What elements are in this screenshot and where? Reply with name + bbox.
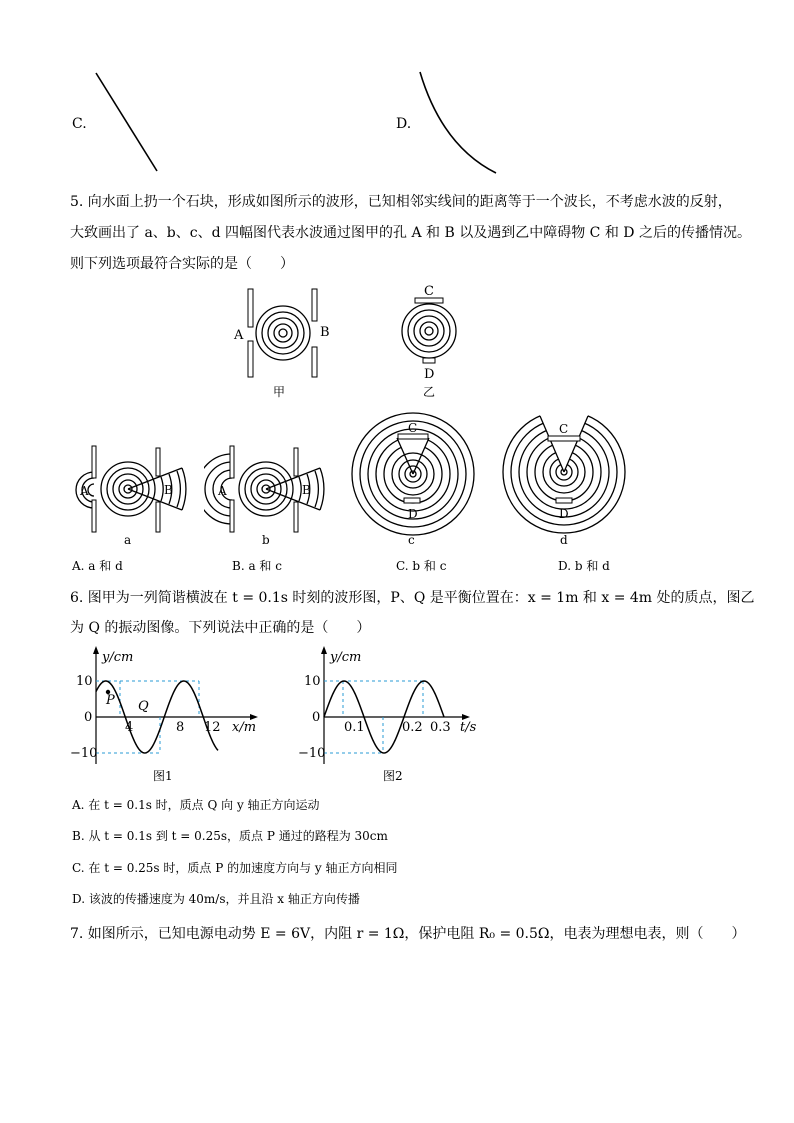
q5-option-b[interactable]: B. a 和 c: [232, 559, 282, 573]
graph1-label-q: Q: [138, 699, 149, 714]
graph2-ylabel: y/cm: [330, 650, 362, 665]
graph1-ytick-neg10: −10: [70, 746, 98, 761]
graph2-xtick-02: 0.2: [402, 720, 423, 735]
graph1-ytick-10: 10: [76, 674, 93, 689]
q5-option-d[interactable]: D. b 和 d: [558, 559, 610, 573]
q6-option-c[interactable]: C. 在 t = 0.25s 时，质点 P 的加速度方向与 y 轴正方向相同: [72, 861, 398, 875]
q6-graph2-caption: 图2: [383, 769, 403, 783]
q4-option-d-label: D.: [396, 116, 412, 132]
graph1-label-p: P: [106, 693, 115, 708]
q6-graph1-caption: 图1: [153, 769, 173, 783]
q5-figure-a: [66, 440, 194, 536]
q6-option-b[interactable]: B. 从 t = 0.1s 到 t = 0.25s，质点 P 通过的路程为 30cm: [72, 829, 388, 843]
q6-option-d[interactable]: D. 该波的传播速度为 40m/s，并且沿 x 轴正方向传播: [72, 892, 360, 906]
q5-stem-line1: 5. 向水面上扔一个石块，形成如图所示的波形，已知相邻实线间的距离等于一个波长，不考虑水波的反射，: [70, 194, 732, 210]
a-label-b: B: [164, 483, 173, 497]
q5-option-c[interactable]: C. b 和 c: [396, 559, 447, 573]
q5-figure-yi-caption: 乙: [423, 385, 436, 399]
c-label-c: C: [408, 421, 418, 435]
q5-stem-line2: 大致画出了 a、b、c、d 四幅图代表水波通过图甲的孔 A 和 B 以及遇到乙中障碍物 C 和 D 之后的传播情况。: [70, 225, 751, 241]
q5-figure-a-caption: a: [124, 533, 132, 547]
yi-label-c: C: [424, 284, 434, 299]
q5-figure-b-caption: b: [262, 533, 270, 547]
jia-label-b: B: [320, 325, 330, 340]
graph1-xtick-12: 12: [204, 720, 221, 735]
graph2-ytick-10: 10: [304, 674, 321, 689]
q6-stem-line2: 为 Q 的振动图像。下列说法中正确的是（ ）: [70, 620, 371, 636]
q6-stem-line1: 6. 图甲为一列简谐横波在 t = 0.1s 时刻的波形图，P、Q 是平衡位置在：x = 1m 和 x = 4m 处的质点，图乙: [70, 590, 755, 606]
q5-figure-yi: [392, 282, 472, 382]
jia-label-a: A: [234, 328, 244, 343]
graph2-xtick-01: 0.1: [344, 720, 365, 735]
q5-figure-d: [496, 408, 632, 542]
q4-option-c-line: [90, 68, 170, 178]
q5-figure-d-caption: d: [560, 533, 568, 547]
q5-figure-jia-caption: 甲: [273, 385, 286, 399]
q5-figure-b: [204, 440, 332, 536]
graph2-origin: 0: [312, 710, 321, 725]
graph2-ytick-neg10: −10: [298, 746, 326, 761]
a-label-a: A: [80, 484, 89, 498]
b-label-a: A: [218, 484, 227, 498]
graph1-origin: 0: [84, 710, 93, 725]
q5-figure-c: [346, 412, 480, 546]
graph1-ylabel: y/cm: [102, 650, 134, 665]
q7-stem-line1: 7. 如图所示，已知电源电动势 E = 6V，内阻 r = 1Ω，保护电阻 R₀ = 0.5Ω，电表为理想电表，则（ ）: [70, 926, 746, 942]
graph1-xlabel: x/m: [232, 720, 257, 735]
q4-option-d-curve: [414, 66, 504, 178]
c-label-d: D: [408, 507, 418, 521]
b-label-b: B: [302, 483, 311, 497]
q5-option-a[interactable]: A. a 和 d: [72, 559, 123, 573]
graph2-xtick-03: 0.3: [430, 720, 451, 735]
q5-figure-c-caption: c: [408, 533, 415, 547]
q5-figure-jia: [228, 284, 338, 384]
q5-stem-line3: 则下列选项最符合实际的是（ ）: [70, 256, 294, 272]
d-label-d: D: [559, 507, 569, 521]
graph1-xtick-4: 4: [125, 720, 134, 735]
q6-option-a[interactable]: A. 在 t = 0.1s 时，质点 Q 向 y 轴正方向运动: [72, 798, 320, 812]
yi-label-d: D: [424, 367, 435, 382]
q4-option-c-label: C.: [72, 116, 87, 132]
graph1-xtick-8: 8: [176, 720, 185, 735]
graph2-xlabel: t/s: [460, 720, 477, 735]
d-label-c: C: [559, 422, 569, 436]
